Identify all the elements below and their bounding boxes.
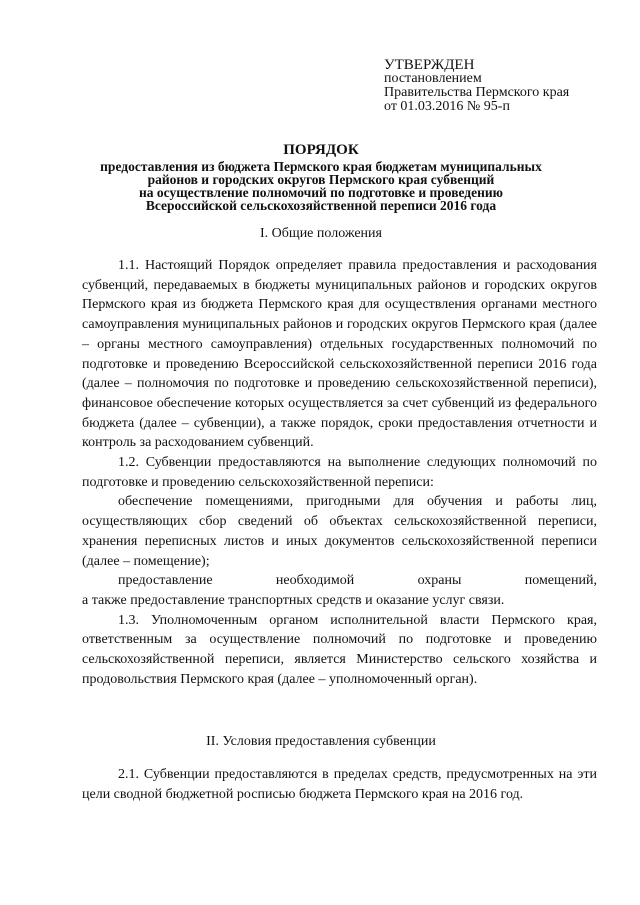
title-main: ПОРЯДОК [283,142,359,158]
title-line-3: на осуществление полномочий по подготовке и проведению [138,185,503,200]
approval-line-date: от 01.03.2016 № 95-п [384,99,510,114]
approval-stamp [384,58,569,114]
title-line-1: предоставления из бюджета Пермского края бюджетам муниципальных [100,159,542,174]
paragraph-1-1: 1.1. Настоящий Порядок определяет правила предоставления и расходования субвенций, передаваемых в бюджеты муниципальных районов и городских округов Пермского края из бюджета Пермского края для осуществления органами местного самоуправления муниципальных районов и городских округов Пермского края (далее – органы местного самоуправления) отдельных государственных полномочий по подготовке и проведению Всероссийской сельскохозяйственной переписи 2016 года (далее – полномочия по подготовке и проведению сельскохозяйственной переписи), финансовое обеспечение которых осуществляется за счет субвенций из федерального бюджета (далее – субвенции), а также порядок, сроки предоставления отчетности и контроль за расходованием субвенций. [82,258,597,451]
document-title [60,140,582,212]
approval-line-resolution: постановлением [384,71,482,86]
paragraph-1-2-a: обеспечение помещениями, пригодными для обучения и работы лиц, осуществляющих сбор сведений об объектах сельскохозяйственной переписи, хранения переписных листов и иных документов сельскохозяйственной переписи (далее – помещение); [82,494,597,569]
section-heading-general: I. Общие положения [260,226,382,241]
paragraph-1-2-b-line-1: предоставление необходимой охраны помещений, [118,573,597,589]
approval-line-government: Правительства Пермского края [384,85,570,100]
paragraph-1-2-b-line-2: а также предоставление транспортных средств и оказание услуг связи. [82,592,505,608]
paragraph-1-3: 1.3. Уполномоченным органом исполнительной власти Пермского края, ответственным за осуществление полномочий по подготовке и проведению сельскохозяйственной переписи, является Министерство сельского хозяйства и продовольствия Пермского края (далее – уполномоченный орган). [82,612,597,687]
approval-heading: УТВЕРЖДЕН [384,57,475,73]
paragraph-1-2: 1.2. Субвенции предоставляются на выполнение следующих полномочий по подготовке и проведению сельскохозяйственной переписи: [82,455,597,490]
section-heading-conditions: II. Условия предоставления субвенции [206,734,436,749]
title-line-4: Всероссийской сельскохозяйственной переписи 2016 года [145,198,497,213]
paragraph-2-1: 2.1. Субвенции предоставляются в пределах средств, предусмотренных на эти цели сводной бюджетной росписью бюджета Пермского края на 2016 год. [82,767,597,802]
section-general-body [82,256,597,689]
section-conditions-body [82,765,597,804]
title-line-2: районов и городских округов Пермского края субвенций [147,172,495,187]
